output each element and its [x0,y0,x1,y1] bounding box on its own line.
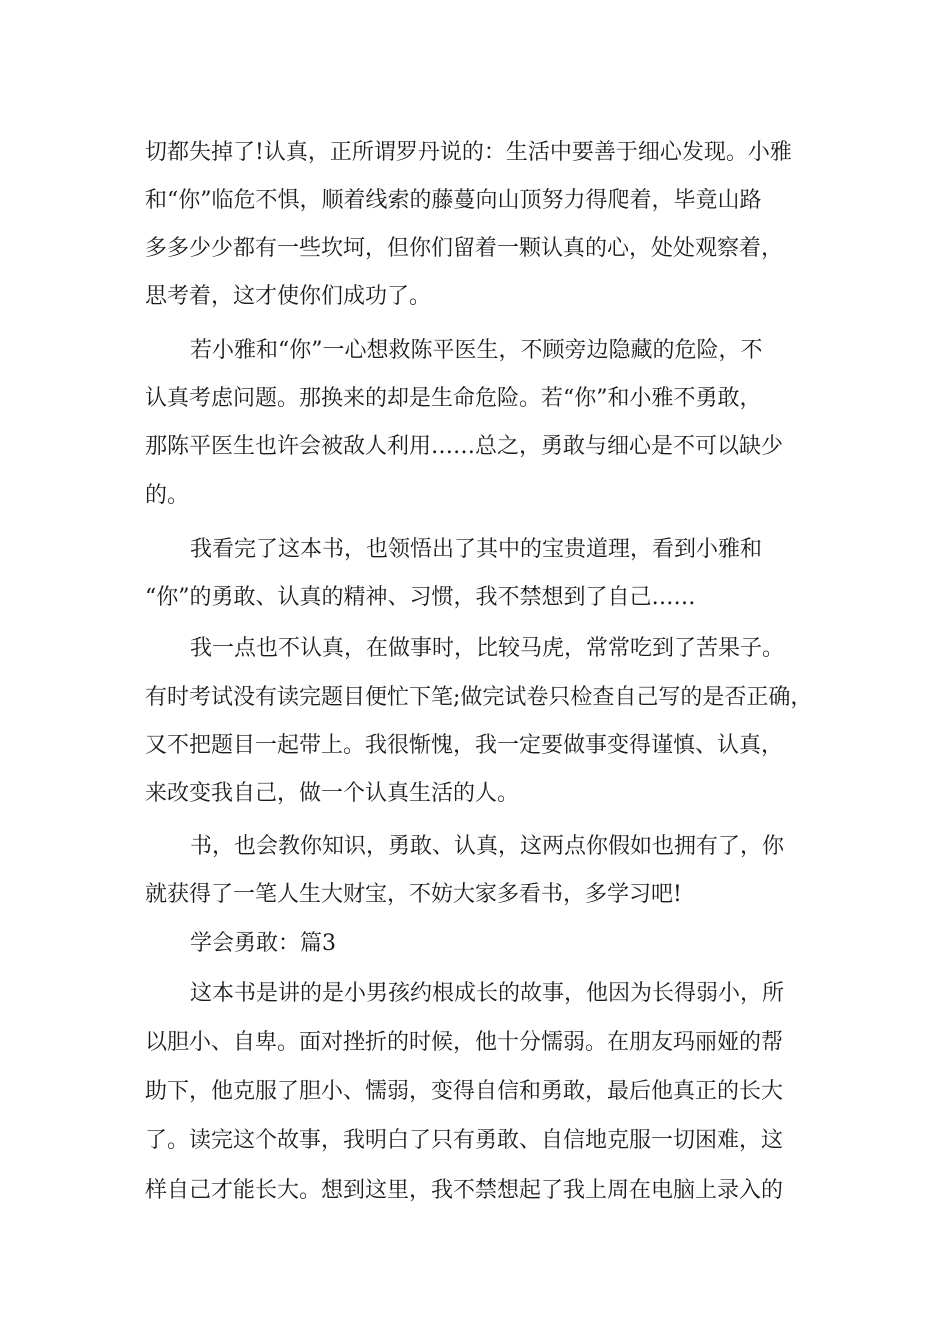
text-line: 多多少少都有一些坎坷，但你们留着一颗认真的心，处处观察着， [145,236,784,261]
text-line: 助下，他克服了胆小、懦弱，变得自信和勇敢，最后他真正的长大 [145,1079,784,1104]
text-line: 来改变我自己，做一个认真生活的人。 [145,781,520,806]
text-line: 切都失掉了!认真，正所谓罗丹说的：生活中要善于细心发现。小雅 [145,140,792,165]
text-line: 又不把题目一起带上。我很惭愧，我一定要做事变得谨慎、认真， [145,733,784,758]
text-line: 样自己才能长大。想到这里，我不禁想起了我上周在电脑上录入的 [145,1178,784,1203]
text-line: 了。读完这个故事，我明白了只有勇敢、自信地克服一切困难，这 [145,1128,784,1153]
text-line: 思考着，这才使你们成功了。 [145,284,432,309]
text-line: 书，也会教你知识，勇敢、认真，这两点你假如也拥有了，你 [190,834,785,859]
section-heading: 学会勇敢：篇3 [190,931,336,956]
text-line: 这本书是讲的是小男孩约根成长的故事，他因为长得弱小，所 [190,981,785,1006]
text-line: 的。 [145,483,190,508]
text-line: 和“你”临危不惧，顺着线索的藤蔓向山顶努力得爬着，毕竟山路 [145,188,762,213]
text-line: 那陈平医生也许会被敌人利用……总之，勇敢与细心是不可以缺少 [145,434,784,459]
text-line: 我看完了这本书，也领悟出了其中的宝贵道理，看到小雅和 [190,537,763,562]
text-line: 有时考试没有读完题目便忙下笔;做完试卷只检查自己写的是否正确， [145,685,813,710]
text-line: 我一点也不认真，在做事时，比较马虎，常常吃到了苦果子。 [190,636,785,661]
text-line: 就获得了一笔人生大财宝，不妨大家多看书，多学习吧! [145,882,682,907]
text-line: 若小雅和“你”一心想救陈平医生，不顾旁边隐藏的危险，不 [190,338,763,363]
text-line: 以胆小、自卑。面对挫折的时候，他十分懦弱。在朋友玛丽娅的帮 [145,1030,784,1055]
text-line: 认真考虑问题。那换来的却是生命危险。若“你”和小雅不勇敢， [145,386,762,411]
text-line: “你”的勇敢、认真的精神、习惯，我不禁想到了自己…… [145,585,696,610]
